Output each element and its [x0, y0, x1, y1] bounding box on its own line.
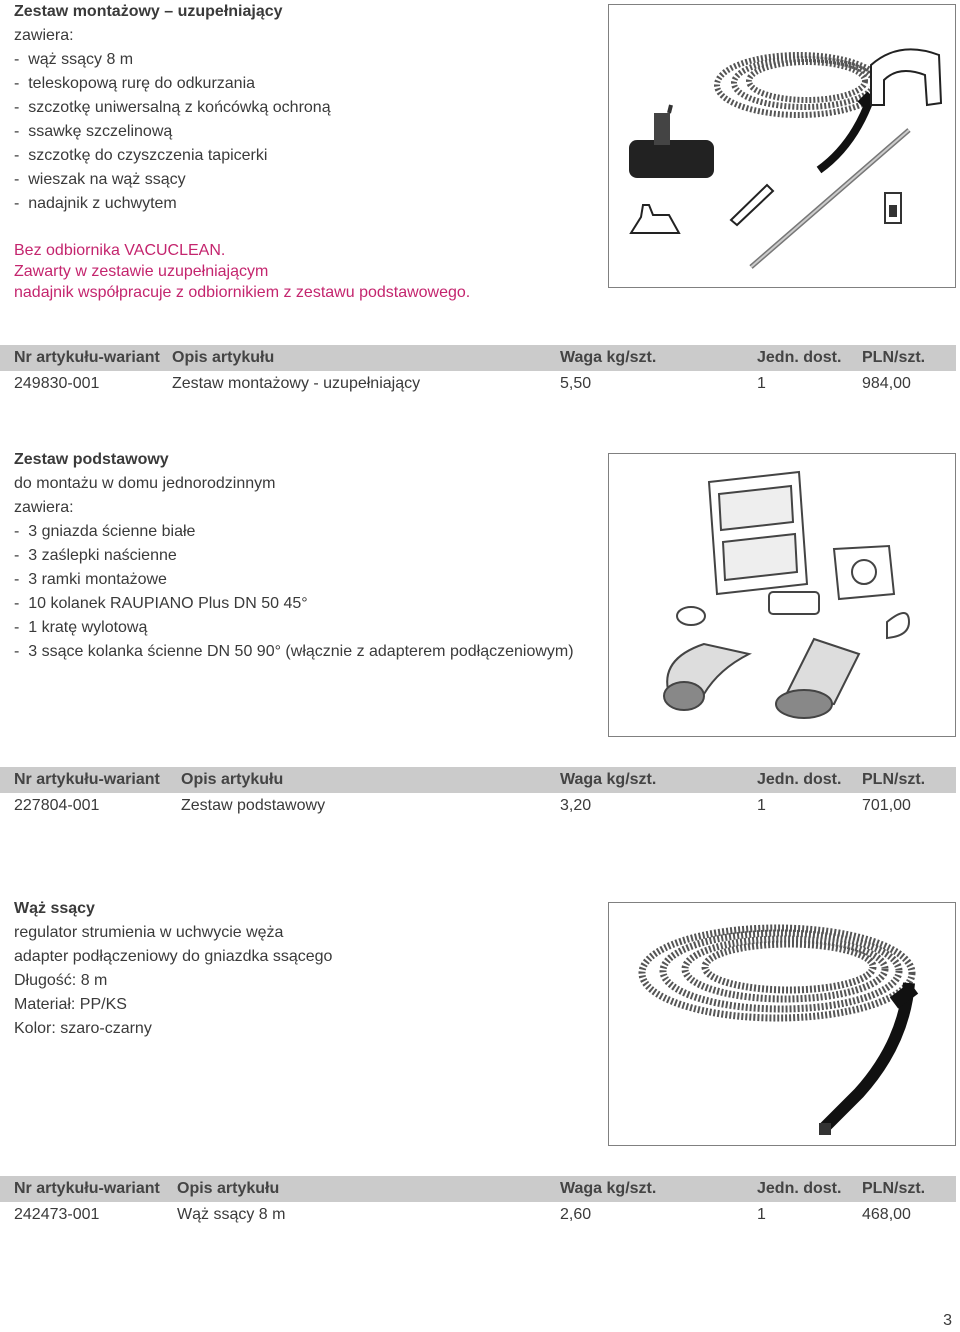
table-row	[0, 371, 956, 397]
list-item: - szczotkę do czyszczenia tapicerki	[14, 144, 331, 168]
list-item: - 10 kolanek RAUPIANO Plus DN 50 45°	[14, 592, 574, 616]
assembly-kit-illustration	[609, 5, 955, 287]
article-weight: 3,20	[560, 797, 592, 814]
list-item: - wąż ssący 8 m	[14, 48, 331, 72]
section1-intro: zawiera:	[14, 27, 74, 44]
section3-title: Wąż ssący	[14, 900, 95, 917]
column-header-description: Opis artykułu	[172, 349, 275, 366]
article-unit: 1	[757, 797, 766, 814]
table-header-3	[0, 1176, 956, 1202]
article-number: 242473-001	[14, 1206, 100, 1223]
list-item: - wieszak na wąż ssący	[14, 168, 331, 192]
column-header-weight: Waga kg/szt.	[560, 1180, 657, 1197]
suction-hose-illustration	[609, 903, 955, 1145]
suction-hose-image	[608, 902, 956, 1146]
column-header-article-number: Nr artykułu-wariant	[14, 349, 160, 366]
table-row	[0, 793, 956, 819]
section3-line-4: Materiał: PP/KS	[14, 996, 127, 1013]
column-header-price: PLN/szt.	[862, 1180, 926, 1197]
column-header-article-number: Nr artykułu-wariant	[14, 1180, 160, 1197]
basic-kit-image	[608, 453, 956, 737]
list-item: - ssawkę szczelinową	[14, 120, 331, 144]
article-description: Zestaw podstawowy	[181, 797, 326, 814]
column-header-article-number: Nr artykułu-wariant	[14, 771, 160, 788]
table-row	[0, 1202, 956, 1228]
article-unit: 1	[757, 375, 766, 392]
article-price: 984,00	[862, 375, 911, 392]
list-item: - 1 kratę wylotową	[14, 616, 574, 640]
section1-note-2: Zawarty w zestawie uzupełniającym	[14, 263, 269, 280]
section2-item-list	[14, 520, 574, 664]
article-price: 468,00	[862, 1206, 911, 1223]
list-item: - szczotkę uniwersalną z końcówką ochroną	[14, 96, 331, 120]
section1-item-list	[14, 48, 331, 216]
column-header-description: Opis artykułu	[181, 771, 284, 788]
column-header-weight: Waga kg/szt.	[560, 349, 657, 366]
article-description: Zestaw montażowy - uzupełniający	[172, 375, 421, 392]
section2-line-2: zawiera:	[14, 499, 74, 516]
column-header-weight: Waga kg/szt.	[560, 771, 657, 788]
list-item: - 3 ramki montażowe	[14, 568, 574, 592]
list-item: - teleskopową rurę do odkurzania	[14, 72, 331, 96]
article-weight: 2,60	[560, 1206, 592, 1223]
section2-title: Zestaw podstawowy	[14, 451, 169, 468]
section3-line-2: adapter podłączeniowy do gniazdka ssącego	[14, 948, 333, 965]
section2-line-1: do montażu w domu jednorodzinnym	[14, 475, 276, 492]
article-description: Wąż ssący 8 m	[177, 1206, 286, 1223]
article-weight: 5,50	[560, 375, 592, 392]
section3-line-1: regulator strumienia w uchwycie węża	[14, 924, 284, 941]
article-number: 249830-001	[14, 375, 100, 392]
column-header-unit: Jedn. dost.	[757, 771, 842, 788]
section1-note-3: nadajnik współpracuje z odbiornikiem z zestawu podstawowego.	[14, 284, 471, 301]
column-header-unit: Jedn. dost.	[757, 349, 842, 366]
article-price: 701,00	[862, 797, 911, 814]
list-item: - 3 zaślepki naścienne	[14, 544, 574, 568]
column-header-description: Opis artykułu	[177, 1180, 280, 1197]
section1-note-1: Bez odbiornika VACUCLEAN.	[14, 242, 226, 259]
page-number: 3	[943, 1312, 952, 1329]
section1-title: Zestaw montażowy – uzupełniający	[14, 3, 283, 20]
column-header-price: PLN/szt.	[862, 771, 926, 788]
list-item: - 3 gniazda ścienne białe	[14, 520, 574, 544]
table-header-2	[0, 767, 956, 793]
basic-kit-illustration	[609, 454, 955, 736]
section3-line-5: Kolor: szaro-czarny	[14, 1020, 152, 1037]
list-item: - nadajnik z uchwytem	[14, 192, 331, 216]
assembly-kit-image	[608, 4, 956, 288]
section3-line-3: Długość: 8 m	[14, 972, 108, 989]
table-header-1	[0, 345, 956, 371]
list-item: - 3 ssące kolanka ścienne DN 50 90° (włącznie z adapterem podłączeniowym)	[14, 640, 574, 664]
article-unit: 1	[757, 1206, 766, 1223]
column-header-unit: Jedn. dost.	[757, 1180, 842, 1197]
article-number: 227804-001	[14, 797, 100, 814]
column-header-price: PLN/szt.	[862, 349, 926, 366]
